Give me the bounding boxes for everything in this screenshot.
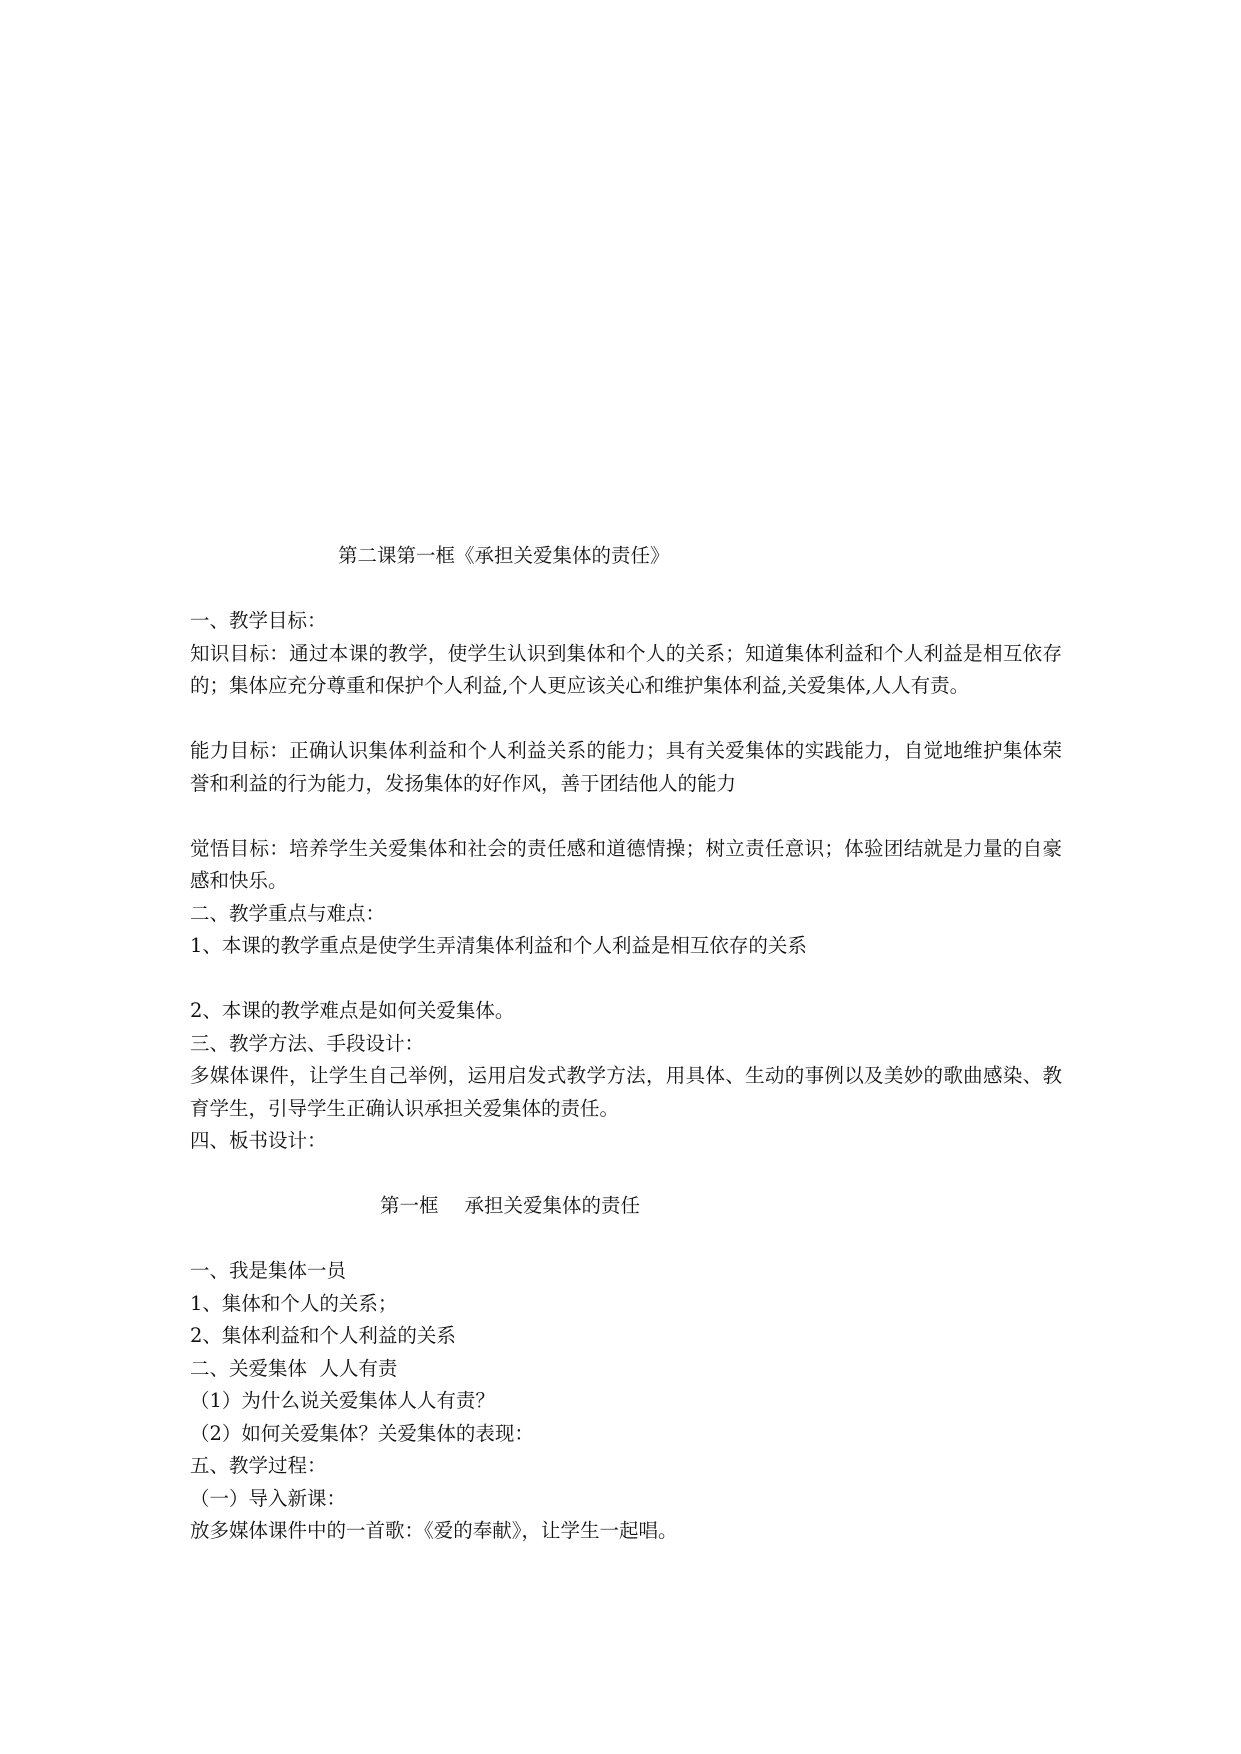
spacer [190, 800, 1062, 833]
spacer [190, 1158, 1062, 1191]
board-item-2: 二、关爱集体 人人有责 [190, 1356, 398, 1380]
method-paragraph: 多媒体课件，让学生自己举例，运用启发式教学方法，用具体、生动的事例以及美妙的歌曲感染、教育学生，引导学生正确认识承担关爱集体的责任。 [190, 1064, 1062, 1120]
spacer [190, 1223, 1062, 1256]
board-item-1: 一、我是集体一员 [190, 1259, 347, 1282]
spacer [190, 963, 1062, 996]
page-title: 第二课第一框《承担关爱集体的责任》 [338, 544, 670, 567]
document-body [190, 540, 1062, 1548]
board-title [190, 1190, 1062, 1223]
process-step-intro-text: 放多媒体课件中的一首歌：《爱的奉献》，让学生一起唱。 [190, 1519, 678, 1542]
ability-goal-paragraph: 能力目标：正确认识集体利益和个人利益关系的能力；具有关爱集体的实践能力，自觉地维护集体荣誉和利益的行为能力，发扬集体的好作风，善于团结他人的能力 [190, 739, 1062, 795]
difficult-point-item: 2、本课的教学难点是如何关爱集体。 [190, 999, 515, 1022]
board-item-2-1: （1）为什么说关爱集体人人有责？ [190, 1389, 495, 1412]
section-heading-methods: 三、教学方法、手段设计： [190, 1031, 425, 1055]
section-heading-goals: 一、教学目标： [190, 609, 327, 632]
section-heading-board: 四、板书设计： [190, 1129, 327, 1152]
section-heading-process: 五、教学过程： [190, 1454, 327, 1477]
board-title-frame: 第一框 [380, 1194, 439, 1217]
spacer [190, 703, 1062, 736]
knowledge-goal-paragraph: 知识目标：通过本课的教学，使学生认识到集体和个人的关系；知道集体利益和个人利益是相互依存的；集体应充分尊重和保护个人利益,个人更应该关心和维护集体利益,关爱集体,人人有责。 [190, 641, 1062, 697]
key-point-item: 1、本课的教学重点是使学生弄清集体利益和个人利益是相互依存的关系 [190, 934, 807, 957]
board-item-1-1: 1、集体和个人的关系； [190, 1291, 398, 1315]
spacer [190, 573, 1062, 606]
process-step-intro: （一）导入新课： [190, 1486, 347, 1510]
board-title-text: 承担关爱集体的责任 [464, 1194, 641, 1217]
board-item-1-2: 2、集体利益和个人利益的关系 [190, 1324, 456, 1347]
section-heading-key-points: 二、教学重点与难点： [190, 901, 386, 925]
awareness-goal-paragraph: 觉悟目标：培养学生关爱集体和社会的责任感和道德情操；树立责任意识；体验团结就是力量的自豪感和快乐。 [190, 836, 1062, 892]
board-item-2-2: （2）如何关爱集体？关爱集体的表现： [190, 1421, 534, 1445]
